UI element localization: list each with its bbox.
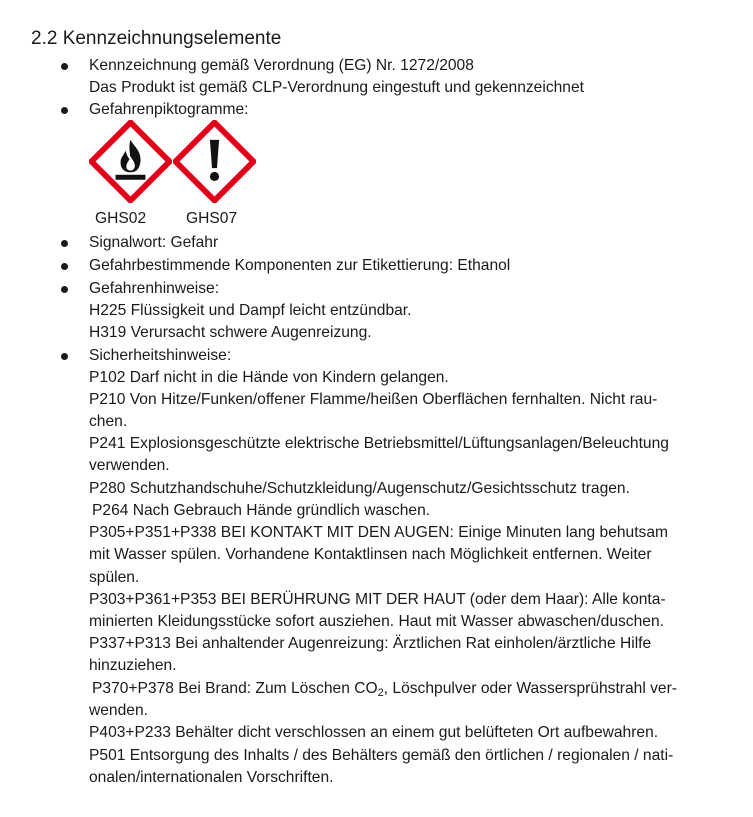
precaution-line: P102 Darf nicht in die Hände von Kindern gelangen. bbox=[89, 369, 449, 386]
hazard-components: Gefahrbestimmende Komponenten zur Etikettierung: Ethanol bbox=[89, 257, 511, 274]
precaution-line: hinzuziehen. bbox=[89, 657, 177, 674]
ghs07-label: GHS07 bbox=[186, 210, 238, 227]
ghs02-label: GHS02 bbox=[95, 210, 147, 227]
precaution-line: chen. bbox=[89, 413, 128, 430]
precaution-line: onalen/internationalen Vorschriften. bbox=[89, 769, 334, 786]
labelling-classification: Das Produkt ist gemäß CLP-Verordnung eingestuft und gekennzeichnet bbox=[89, 79, 584, 96]
flame-icon bbox=[89, 120, 172, 203]
precaution-line: spülen. bbox=[89, 569, 140, 586]
hazard-statement: H319 Verursacht schwere Augenreizung. bbox=[89, 324, 372, 341]
bullet bbox=[61, 63, 70, 72]
labelling-regulation: Kennzeichnung gemäß Verordnung (EG) Nr. 1272/2008 bbox=[89, 57, 474, 74]
precaution-line: wenden. bbox=[89, 702, 148, 719]
precaution-label: Sicherheitshinweise: bbox=[89, 347, 232, 364]
p370-text: P370+P378 Bei Brand: Zum Löschen CO bbox=[92, 680, 378, 697]
precaution-line: P264 Nach Gebrauch Hände gründlich waschen. bbox=[92, 502, 431, 519]
precaution-line: P305+P351+P338 BEI KONTAKT MIT DEN AUGEN: Einige Minuten lang behutsam bbox=[89, 524, 669, 541]
precaution-line: P210 Von Hitze/Funken/offener Flamme/heißen Oberflächen fernhalten. Nicht rau- bbox=[89, 391, 658, 408]
precaution-line: P403+P233 Behälter dicht verschlossen an einem gut belüfteten Ort aufbewahren. bbox=[89, 724, 659, 741]
precaution-line: P241 Explosionsgeschützte elektrische Betriebsmittel/Lüftungsanlagen/Beleuchtung bbox=[89, 435, 669, 452]
section-heading: 2.2 Kennzeichnungselemente bbox=[31, 28, 282, 49]
signal-word: Signalwort: Gefahr bbox=[89, 234, 219, 251]
exclamation-icon bbox=[173, 120, 256, 203]
bullet bbox=[61, 107, 70, 116]
co2-subscript: 2 bbox=[377, 687, 384, 699]
p370-text-rest: , Löschpulver oder Wassersprühstrahl ver- bbox=[383, 680, 677, 697]
hazard-statement: H225 Flüssigkeit und Dampf leicht entzündbar. bbox=[89, 302, 412, 319]
precaution-line: P337+P313 Bei anhaltender Augenreizung: Ärztlichen Rat einholen/ärztliche Hilfe bbox=[89, 635, 652, 652]
precaution-line: minierten Kleidungsstücke sofort ausziehen. Haut mit Wasser abwaschen/duschen. bbox=[89, 613, 664, 630]
hazard-label: Gefahrenhinweise: bbox=[89, 280, 220, 297]
ghs02-pictogram bbox=[89, 120, 172, 203]
precaution-line: mit Wasser spülen. Vorhandene Kontaktlinsen nach Möglichkeit entfernen. Weiter bbox=[89, 546, 652, 563]
bullet bbox=[61, 286, 70, 295]
precaution-line: P303+P361+P353 BEI BERÜHRUNG MIT DER HAUT (oder dem Haar): Alle konta- bbox=[89, 591, 666, 608]
bullet bbox=[61, 353, 70, 362]
bullet bbox=[61, 263, 70, 272]
pictograms-label: Gefahrenpiktogramme: bbox=[89, 101, 249, 118]
bullet bbox=[61, 240, 70, 249]
precaution-line: P280 Schutzhandschuhe/Schutzkleidung/Augenschutz/Gesichtsschutz tragen. bbox=[89, 480, 630, 497]
precaution-line: P501 Entsorgung des Inhalts / des Behälters gemäß den örtlichen / regionalen / nati- bbox=[89, 747, 674, 764]
ghs07-pictogram bbox=[173, 120, 256, 203]
precaution-line-p370 bbox=[92, 678, 677, 699]
precaution-line: verwenden. bbox=[89, 457, 170, 474]
